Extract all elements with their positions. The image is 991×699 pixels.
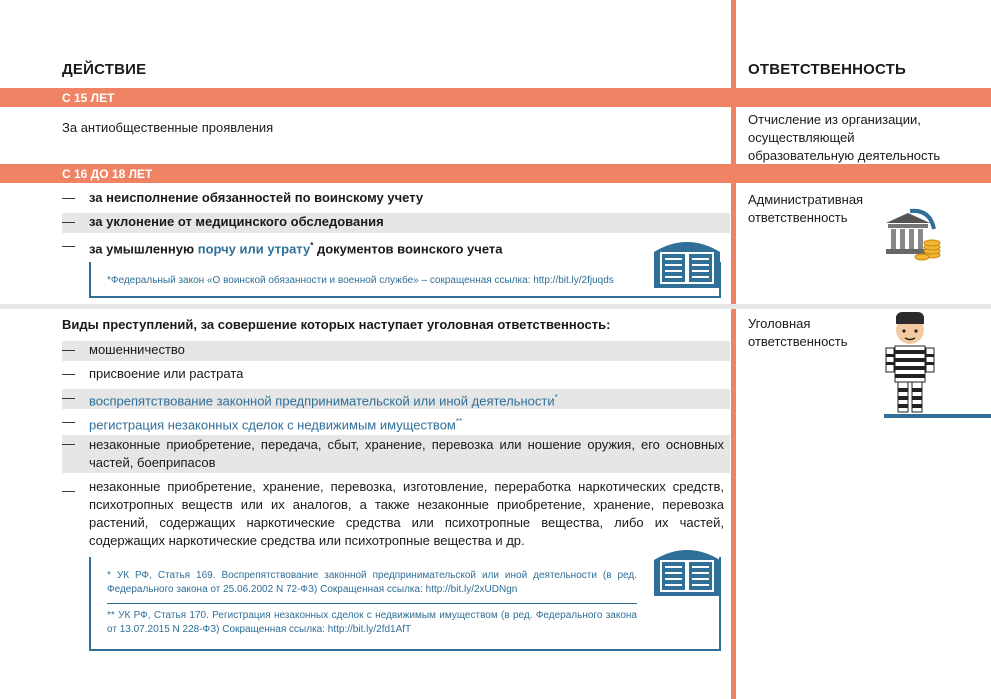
footnote-text: ** УК РФ, Статья 170. Регистрация незаконных сделок с недвижимым имуществом (в ред. Федерального закона от 13.07.2015 N 228-ФЗ) Сокращенная ссылка: http://bit.ly/2fd1AfT [107,610,637,635]
accent-bar [884,414,991,418]
list-item: — мошенничество [62,341,730,361]
footnote-text: *Федеральный закон «О воинской обязанности и военной службе» – сокращенная ссылка: http://bit.ly/2fjuqds [107,275,614,286]
book-icon [652,238,722,290]
footnote-box [89,557,721,651]
footnote-divider [107,603,637,604]
list-item: — регистрация незаконных сделок с недвижимым имуществом** [62,414,463,433]
bank-coins-icon [882,207,942,261]
footnote-link[interactable]: порчу или утрату [197,241,311,257]
list-item: — незаконные приобретение, хранение, перевозка, изготовление, переработка наркотических средств, психотропных веществ или их аналогов, а также незаконные приобретение, хранение, перевозка растений, содержащих наркотические средства или психотропные вещества, либо их частей, содержащих наркотические средства или психотропные вещества и др. [62,479,724,548]
age-band-label: С 15 ЛЕТ [62,91,115,105]
age-band-16-18 [0,164,991,183]
list-item: — незаконные приобретение, передача, сбыт, хранение, перевозка или ношение оружия, его основных частей, боеприпасов [62,435,730,473]
prisoner-icon [882,310,940,416]
footnote-text: * УК РФ, Статья 169. Воспрепятствование законной предпринимательской или иной деятельности (в ред. Федерального закона от 25.06.2002 N 72-ФЗ) Сокращенная ссылка: http://bit.ly/2xUDNgn [107,570,637,595]
list-item: — воспрепятствование законной предпринимательской или иной деятельности* [62,389,730,409]
section-separator [0,304,991,309]
responsibility-criminal: Уголовная ответственность [748,316,848,349]
footnote-box [89,262,721,298]
responsibility-expulsion: Отчисление из организации, осуществляющей образовательную деятельность [748,112,941,163]
list-item: — за умышленную порчу или утрату* документов воинского учета [62,238,503,257]
responsibility-admin: Административная ответственность [748,192,864,225]
book-icon [652,546,722,598]
criminal-heading: Виды преступлений, за совершение которых наступает уголовная ответственность: [62,317,611,332]
list-item: — за неисполнение обязанностей по воинскому учету [62,190,424,205]
list-item: — за уклонение от медицинского обследования [62,213,730,233]
age-band-15 [0,88,991,107]
list-item: — присвоение или растрата [62,366,244,381]
header-action: ДЕЙСТВИЕ [62,61,147,78]
age-band-label: С 16 ДО 18 ЛЕТ [62,167,153,181]
list-item: За антиобщественные проявления [62,120,274,135]
header-responsibility: ОТВЕТСТВЕННОСТЬ [748,61,907,78]
